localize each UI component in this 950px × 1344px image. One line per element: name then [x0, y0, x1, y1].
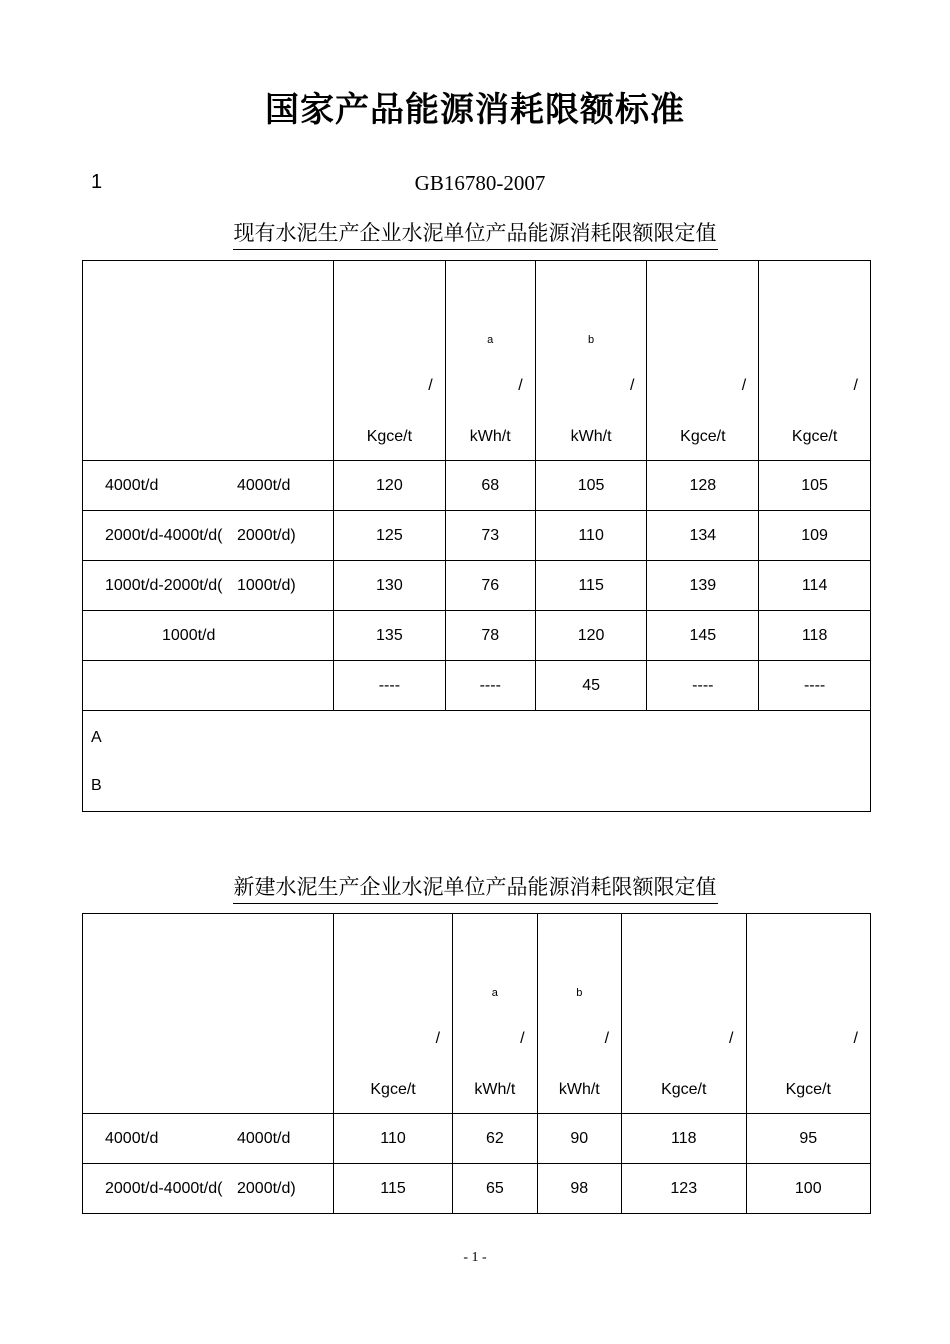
- table-cell: 68: [445, 461, 535, 511]
- header-unit: Kgce/t: [785, 1081, 831, 1098]
- header-unit: Kgce/t: [366, 428, 413, 445]
- table-row: [83, 561, 871, 611]
- table-cell: 45: [535, 661, 647, 711]
- table1-header-col1: [334, 261, 446, 461]
- header-slash: /: [428, 377, 433, 394]
- row-label-a: 4000t/d: [105, 1129, 159, 1147]
- table-cell: 134: [647, 511, 759, 561]
- page-number: - 1 -: [463, 1250, 487, 1265]
- row-label: [83, 611, 334, 661]
- header-unit: kWh/t: [570, 428, 612, 445]
- header-unit: kWh/t: [469, 428, 511, 445]
- table1-header-col5: [759, 261, 871, 461]
- row-label-a: 4000t/d: [105, 476, 159, 494]
- table-cell: 135: [334, 611, 446, 661]
- table2-header-col4: [622, 914, 746, 1114]
- page-title: 国家产品能源消耗限额标准: [265, 90, 685, 130]
- table-cell: 130: [334, 561, 446, 611]
- header-slash: /: [853, 1030, 858, 1047]
- header-superscript: b: [588, 334, 595, 346]
- row-label: [83, 561, 334, 611]
- table1-header-row: [83, 261, 871, 461]
- row-label-b: 4000t/d: [237, 476, 291, 494]
- table-cell: 78: [445, 611, 535, 661]
- header-unit: kWh/t: [558, 1081, 600, 1098]
- table-cell: ----: [334, 661, 446, 711]
- table2-header-label-cell: [83, 914, 334, 1114]
- table2-header-row: [83, 914, 871, 1114]
- table-cell: 128: [647, 461, 759, 511]
- table-cell: 65: [453, 1164, 537, 1214]
- row-label: [83, 511, 334, 561]
- table-row: [83, 611, 871, 661]
- table-cell: 76: [445, 561, 535, 611]
- header-slash: /: [630, 377, 635, 394]
- note-a: A: [91, 729, 102, 746]
- table1-header-col2: [445, 261, 535, 461]
- table-cell: 100: [746, 1164, 871, 1214]
- table-row: [83, 511, 871, 561]
- row-label-a: 2000t/d-4000t/d(: [105, 1179, 223, 1197]
- section-number: 1: [91, 171, 103, 193]
- table-row: [83, 661, 871, 711]
- table2: [82, 913, 871, 1214]
- table-row: [83, 1114, 871, 1164]
- header-unit: Kgce/t: [791, 428, 838, 445]
- table-cell: 115: [334, 1164, 453, 1214]
- table-cell: 110: [334, 1114, 453, 1164]
- table-cell: 115: [535, 561, 647, 611]
- table-cell: 118: [622, 1114, 746, 1164]
- table-cell: 62: [453, 1114, 537, 1164]
- table2-header-col3: [537, 914, 621, 1114]
- header-slash: /: [853, 377, 858, 394]
- table-cell: 90: [537, 1114, 621, 1164]
- table1-notes-row: [83, 711, 871, 812]
- table-cell: 125: [334, 511, 446, 561]
- table-cell: 118: [759, 611, 871, 661]
- row-label-b: 1000t/d): [237, 576, 296, 594]
- table2-caption: [0, 871, 950, 904]
- table-row: [83, 1164, 871, 1214]
- header-unit: Kgce/t: [680, 428, 726, 445]
- header-superscript: b: [576, 987, 583, 999]
- header-unit: Kgce/t: [661, 1081, 707, 1098]
- header-unit: Kgce/t: [370, 1081, 416, 1098]
- header-slash: /: [729, 1030, 734, 1047]
- standard-code: GB16780-2007: [414, 171, 546, 195]
- header-superscript: a: [491, 987, 498, 999]
- row-label-b: 2000t/d): [237, 526, 296, 544]
- table2-caption-text: 新建水泥生产企业水泥单位产品能源消耗限额限定值: [233, 871, 718, 904]
- note-b: B: [91, 777, 102, 794]
- table-cell: 105: [535, 461, 647, 511]
- table1-header-label-cell: [83, 261, 334, 461]
- header-slash: /: [520, 1030, 525, 1047]
- row-label: [83, 1114, 334, 1164]
- header-slash: /: [435, 1030, 441, 1047]
- row-label: [83, 1164, 334, 1214]
- table1-header-col3: [535, 261, 647, 461]
- table1: [82, 260, 871, 812]
- table-cell: ----: [647, 661, 759, 711]
- row-label-a: 2000t/d-4000t/d(: [105, 526, 223, 544]
- table-cell: 109: [759, 511, 871, 561]
- table-cell: 98: [537, 1164, 621, 1214]
- table-cell: 110: [535, 511, 647, 561]
- header-superscript: a: [487, 334, 494, 346]
- table-cell: ----: [759, 661, 871, 711]
- table-cell: ----: [445, 661, 535, 711]
- table-cell: 139: [647, 561, 759, 611]
- row-label: [83, 661, 334, 711]
- row-label-b: 2000t/d): [237, 1179, 296, 1197]
- table-row: [83, 461, 871, 511]
- table2-header-col5: [746, 914, 871, 1114]
- header-slash: /: [518, 377, 523, 394]
- row-label-a: 1000t/d: [162, 626, 216, 644]
- table2-header-col1: [334, 914, 453, 1114]
- header-slash: /: [604, 1030, 610, 1047]
- row-label: [83, 461, 334, 511]
- table-cell: 114: [759, 561, 871, 611]
- table1-caption: [0, 217, 950, 250]
- header-unit: kWh/t: [474, 1081, 516, 1098]
- header-slash: /: [741, 377, 747, 394]
- row-label-a: 1000t/d-2000t/d(: [105, 576, 223, 594]
- table1-notes: [83, 711, 871, 812]
- row-label-b: 4000t/d: [237, 1129, 291, 1147]
- table1-header-col4: [647, 261, 759, 461]
- table-cell: 73: [445, 511, 535, 561]
- table-cell: 120: [334, 461, 446, 511]
- table1-caption-text: 现有水泥生产企业水泥单位产品能源消耗限额限定值: [233, 217, 718, 250]
- table-cell: 123: [622, 1164, 746, 1214]
- table-cell: 145: [647, 611, 759, 661]
- table-cell: 105: [759, 461, 871, 511]
- table-cell: 95: [746, 1114, 871, 1164]
- table2-header-col2: [453, 914, 537, 1114]
- table-cell: 120: [535, 611, 647, 661]
